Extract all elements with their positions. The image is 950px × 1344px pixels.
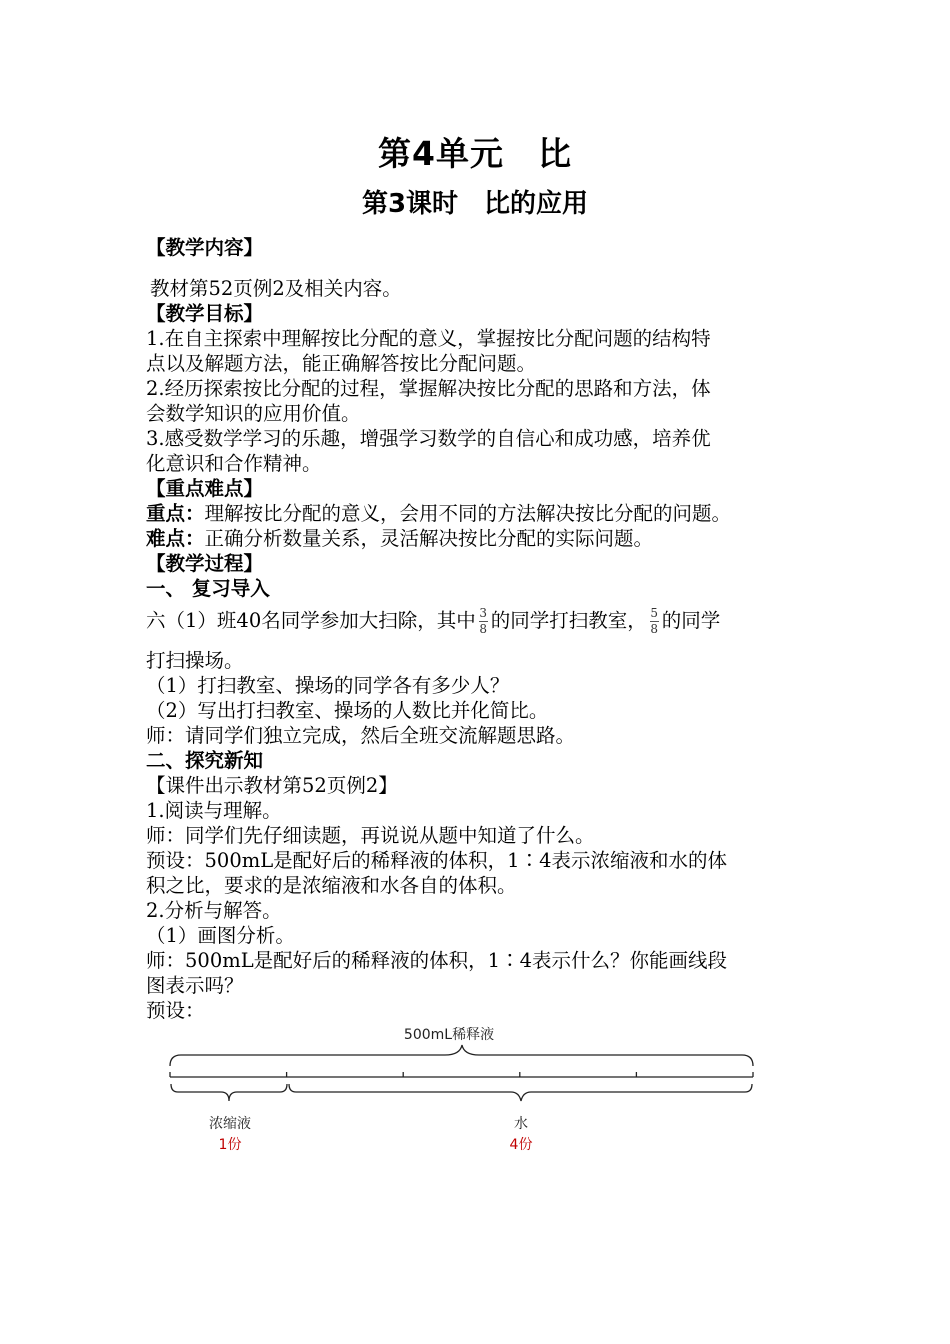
teacher-instruction-2: 师：同学们先仔细读题，再说说从题中知道了什么。 <box>146 824 595 847</box>
key-point <box>146 501 731 527</box>
teacher-instruction-3-line-2: 图表示吗？ <box>146 974 244 997</box>
goal-3-line-2: 化意识和合作精神。 <box>146 452 322 475</box>
teacher-instruction-3-line-1: 师：500mL是配好后的稀释液的体积，1∶4表示什么？你能画线段 <box>146 949 727 972</box>
courseware-note: 【课件出示教材第52页例2】 <box>146 774 398 797</box>
goals-heading: 【教学目标】 <box>146 302 264 325</box>
difficulty-label: 难点： <box>146 527 205 550</box>
part1-heading: 一、 复习导入 <box>146 577 270 600</box>
right-brace <box>289 1084 752 1101</box>
unit-title: 第4单元 比 <box>378 134 572 173</box>
concentrate-parts: 1份 <box>218 1137 242 1153</box>
fraction-five-eighths <box>650 607 659 636</box>
teacher-instruction-1: 师：请同学们独立完成，然后全班交流解题思路。 <box>146 724 576 747</box>
diagram-total-label: 500mL稀释液 <box>403 1027 495 1043</box>
content-heading: 【教学内容】 <box>146 236 264 259</box>
question-1: （1）打扫教室、操场的同学各有多少人？ <box>146 674 510 697</box>
frac1-numerator: 3 <box>479 606 488 620</box>
step-2: 2.分析与解答。 <box>146 899 282 922</box>
content-text: 教材第52页例2及相关内容。 <box>150 277 402 300</box>
difficulty-point <box>146 526 653 552</box>
question-2: （2）写出打扫教室、操场的人数比并化简比。 <box>146 699 549 722</box>
key-text: 理解按比分配的意义，会用不同的方法解决按比分配的问题。 <box>204 502 732 525</box>
frac1-denominator: 8 <box>479 622 488 636</box>
process-heading: 【教学过程】 <box>146 552 264 575</box>
key-label: 重点： <box>146 502 205 525</box>
review-text-1: 六（1）班40名同学参加大扫除，其中 <box>146 609 476 632</box>
review-text-3: 的同学 <box>661 609 721 632</box>
water-parts: 4份 <box>509 1137 533 1153</box>
difficulty-text: 正确分析数量关系，灵活解决按比分配的实际问题。 <box>204 527 654 550</box>
step-1: 1.阅读与理解。 <box>146 799 282 822</box>
segment-ticks <box>170 1072 753 1077</box>
total-brace <box>170 1045 753 1066</box>
frac2-numerator: 5 <box>650 606 659 620</box>
review-text-2: 的同学打扫教室， <box>490 609 647 632</box>
concentrate-label: 浓缩液 <box>209 1116 251 1132</box>
goal-3-line-1: 3.感受数学学习的乐趣，增强学习数学的自信心和成功感，培养优 <box>146 427 711 450</box>
review-problem-line-2: 打扫操场。 <box>146 649 244 672</box>
preset-1-line-1: 预设：500mL是配好后的稀释液的体积，1∶4表示浓缩液和水的体 <box>146 849 727 872</box>
water-label: 水 <box>514 1116 528 1132</box>
line-segment-diagram <box>0 1015 950 1165</box>
goal-1-line-2: 点以及解题方法，能正确解答按比分配问题。 <box>146 352 537 375</box>
frac2-denominator: 8 <box>650 622 659 636</box>
fraction-three-eighths <box>479 607 488 636</box>
goal-2-line-1: 2.经历探索按比分配的过程，掌握解决按比分配的思路和方法，体 <box>146 377 711 400</box>
goal-2-line-2: 会数学知识的应用价值。 <box>146 402 361 425</box>
preset-2: 预设： <box>146 999 205 1022</box>
left-brace <box>171 1084 287 1101</box>
step-2-sub: （1）画图分析。 <box>146 924 295 947</box>
preset-1-line-2: 积之比，要求的是浓缩液和水各自的体积。 <box>146 874 517 897</box>
review-problem-line-1 <box>146 607 720 636</box>
goal-1-line-1: 1.在自主探索中理解按比分配的意义，掌握按比分配问题的结构特 <box>146 327 711 350</box>
keypoints-heading: 【重点难点】 <box>146 477 264 500</box>
lesson-title: 第3课时 比的应用 <box>361 189 589 219</box>
part2-heading: 二、探究新知 <box>146 749 264 772</box>
